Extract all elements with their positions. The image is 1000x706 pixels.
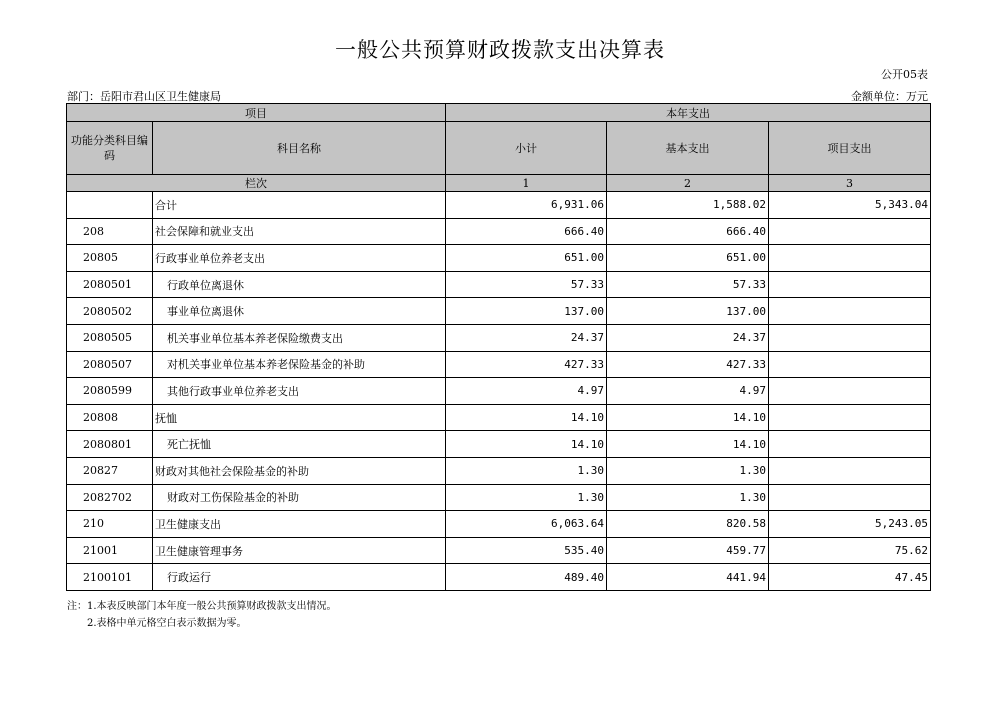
code-cell: 2080505	[67, 324, 153, 351]
table-row	[67, 324, 931, 351]
code-cell: 20805	[67, 245, 153, 272]
header-col-2: 2	[607, 175, 769, 192]
basic-expense-cell: 57.33	[607, 271, 769, 298]
subject-name-cell: 其他行政事业单位养老支出	[153, 378, 446, 405]
project-expense-cell	[769, 245, 931, 272]
code-cell: 20827	[67, 457, 153, 484]
table-row	[67, 457, 931, 484]
basic-expense-cell: 1.30	[607, 484, 769, 511]
project-expense-cell	[769, 378, 931, 405]
table-row	[67, 431, 931, 458]
subject-name-cell: 行政单位离退休	[153, 271, 446, 298]
basic-expense-cell: 441.94	[607, 564, 769, 591]
subject-name-cell: 死亡抚恤	[153, 431, 446, 458]
table-row	[67, 298, 931, 325]
subject-name-cell: 机关事业单位基本养老保险缴费支出	[153, 324, 446, 351]
project-expense-cell	[769, 457, 931, 484]
project-expense-cell	[769, 271, 931, 298]
header-row-1	[67, 104, 931, 122]
project-expense-cell	[769, 351, 931, 378]
basic-expense-cell: 651.00	[607, 245, 769, 272]
code-cell: 2080502	[67, 298, 153, 325]
header-subtotal: 小计	[446, 122, 607, 175]
table-row	[67, 192, 931, 219]
header-col-1: 1	[446, 175, 607, 192]
header-project: 项目	[67, 104, 446, 122]
code-cell: 2080501	[67, 271, 153, 298]
subject-name-cell: 行政事业单位养老支出	[153, 245, 446, 272]
form-code: 公开05表	[881, 68, 928, 81]
table-row	[67, 378, 931, 405]
header-row-2	[67, 122, 931, 175]
subtotal-cell: 14.10	[446, 404, 607, 431]
project-expense-cell: 5,243.05	[769, 511, 931, 538]
basic-expense-cell: 459.77	[607, 537, 769, 564]
code-cell: 20808	[67, 404, 153, 431]
project-expense-cell	[769, 218, 931, 245]
basic-expense-cell: 666.40	[607, 218, 769, 245]
subtotal-cell: 535.40	[446, 537, 607, 564]
page-title: 一般公共预算财政拨款支出决算表	[335, 38, 665, 62]
subject-name-cell: 行政运行	[153, 564, 446, 591]
subject-name-cell: 财政对工伤保险基金的补助	[153, 484, 446, 511]
project-expense-cell: 47.45	[769, 564, 931, 591]
basic-expense-cell: 137.00	[607, 298, 769, 325]
table-row	[67, 271, 931, 298]
code-cell: 2080507	[67, 351, 153, 378]
table-row	[67, 511, 931, 538]
project-expense-cell	[769, 484, 931, 511]
code-cell: 208	[67, 218, 153, 245]
table-row	[67, 537, 931, 564]
basic-expense-cell: 820.58	[607, 511, 769, 538]
subject-name-cell: 卫生健康管理事务	[153, 537, 446, 564]
subtotal-cell: 6,931.06	[446, 192, 607, 219]
subtotal-cell: 666.40	[446, 218, 607, 245]
basic-expense-cell: 1.30	[607, 457, 769, 484]
subject-name-cell: 社会保障和就业支出	[153, 218, 446, 245]
subject-name-cell: 财政对其他社会保险基金的补助	[153, 457, 446, 484]
expenditure-table	[66, 103, 931, 591]
header-col-3: 3	[769, 175, 931, 192]
subtotal-cell: 14.10	[446, 431, 607, 458]
subject-name-cell: 合计	[153, 192, 446, 219]
code-cell	[67, 192, 153, 219]
project-expense-cell: 5,343.04	[769, 192, 931, 219]
subtotal-cell: 1.30	[446, 484, 607, 511]
table-row	[67, 351, 931, 378]
project-expense-cell	[769, 431, 931, 458]
table-row	[67, 245, 931, 272]
header-subject-name: 科目名称	[153, 122, 446, 175]
subject-name-cell: 事业单位离退休	[153, 298, 446, 325]
code-cell: 2100101	[67, 564, 153, 591]
subtotal-cell: 1.30	[446, 457, 607, 484]
code-cell: 2082702	[67, 484, 153, 511]
subtotal-cell: 24.37	[446, 324, 607, 351]
code-cell: 2080801	[67, 431, 153, 458]
basic-expense-cell: 14.10	[607, 431, 769, 458]
table-row	[67, 484, 931, 511]
subject-name-cell: 抚恤	[153, 404, 446, 431]
table-row	[67, 218, 931, 245]
table-row	[67, 404, 931, 431]
basic-expense-cell: 1,588.02	[607, 192, 769, 219]
header-column-index: 栏次	[67, 175, 446, 192]
subtotal-cell: 489.40	[446, 564, 607, 591]
project-expense-cell: 75.62	[769, 537, 931, 564]
notes	[67, 598, 337, 632]
note-1: 注：1.本表反映部门本年度一般公共预算财政拨款支出情况。	[67, 601, 337, 612]
code-cell: 2080599	[67, 378, 153, 405]
subtotal-cell: 57.33	[446, 271, 607, 298]
basic-expense-cell: 24.37	[607, 324, 769, 351]
subtotal-cell: 651.00	[446, 245, 607, 272]
project-expense-cell	[769, 298, 931, 325]
subject-name-cell: 对机关事业单位基本养老保险基金的补助	[153, 351, 446, 378]
project-expense-cell	[769, 404, 931, 431]
note-2: 2.表格中单元格空白表示数据为零。	[87, 618, 247, 629]
subtotal-cell: 427.33	[446, 351, 607, 378]
basic-expense-cell: 427.33	[607, 351, 769, 378]
header-func-code: 功能分类科目编码	[67, 122, 153, 175]
subtotal-cell: 6,063.64	[446, 511, 607, 538]
table-row	[67, 564, 931, 591]
subject-name-cell: 卫生健康支出	[153, 511, 446, 538]
department-label: 部门：岳阳市君山区卫生健康局	[67, 90, 221, 103]
basic-expense-cell: 14.10	[607, 404, 769, 431]
header-project-expense: 项目支出	[769, 122, 931, 175]
project-expense-cell	[769, 324, 931, 351]
header-current-year-expense: 本年支出	[446, 104, 931, 122]
header-basic-expense: 基本支出	[607, 122, 769, 175]
header-row-3	[67, 175, 931, 192]
basic-expense-cell: 4.97	[607, 378, 769, 405]
amount-unit-label: 金额单位：万元	[851, 90, 928, 103]
code-cell: 210	[67, 511, 153, 538]
code-cell: 21001	[67, 537, 153, 564]
subtotal-cell: 137.00	[446, 298, 607, 325]
subtotal-cell: 4.97	[446, 378, 607, 405]
